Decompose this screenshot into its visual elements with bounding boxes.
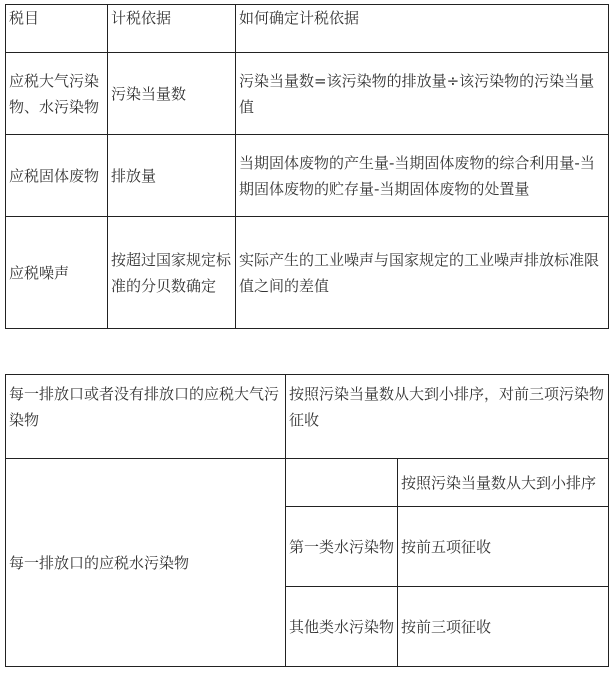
- cell-tax-item: 应税大气污染物、水污染物: [6, 53, 108, 135]
- cell-tax-basis: 排放量: [108, 135, 236, 217]
- tax-basis-table: [5, 4, 609, 329]
- cell-other-class-label: 其他类水污染物: [286, 587, 398, 667]
- cell-tax-basis: 污染当量数: [108, 53, 236, 135]
- cell-air-pollutant-label: 每一排放口或者没有排放口的应税大气污染物: [6, 375, 286, 459]
- cell-class1-label: 第一类水污染物: [286, 507, 398, 587]
- cell-air-pollutant-rule: 按照污染当量数从大到小排序，对前三项污染物征收: [286, 375, 609, 459]
- cell-tax-item: 应税噪声: [6, 217, 108, 329]
- cell-determination: 实际产生的工业噪声与国家规定的工业噪声排放标准限值之间的差值: [236, 217, 609, 329]
- cell-tax-item: 应税固体废物: [6, 135, 108, 217]
- cell-other-class-rule: 按前三项征收: [398, 587, 609, 667]
- cell-empty: [286, 459, 398, 507]
- table-row: [6, 53, 609, 135]
- table-row: [6, 375, 609, 459]
- table-row: [6, 459, 609, 507]
- cell-tax-basis: 按超过国家规定标准的分贝数确定: [108, 217, 236, 329]
- header-tax-basis: 计税依据: [108, 5, 236, 53]
- cell-determination: 污染当量数=该污染物的排放量÷该污染物的污染当量值: [236, 53, 609, 135]
- cell-water-pollutant-label: 每一排放口的应税水污染物: [6, 459, 286, 667]
- header-how-to-determine: 如何确定计税依据: [236, 5, 609, 53]
- cell-class1-rule: 按前五项征收: [398, 507, 609, 587]
- cell-determination: 当期固体废物的产生量-当期固体废物的综合利用量-当期固体废物的贮存量-当期固体废物的处置量: [236, 135, 609, 217]
- pollutant-levy-table: [5, 374, 609, 667]
- table-row: [6, 135, 609, 217]
- header-tax-item: 税目: [6, 5, 108, 53]
- table-header-row: [6, 5, 609, 53]
- table-row: [6, 217, 609, 329]
- cell-water-sort-rule: 按照污染当量数从大到小排序: [398, 459, 609, 507]
